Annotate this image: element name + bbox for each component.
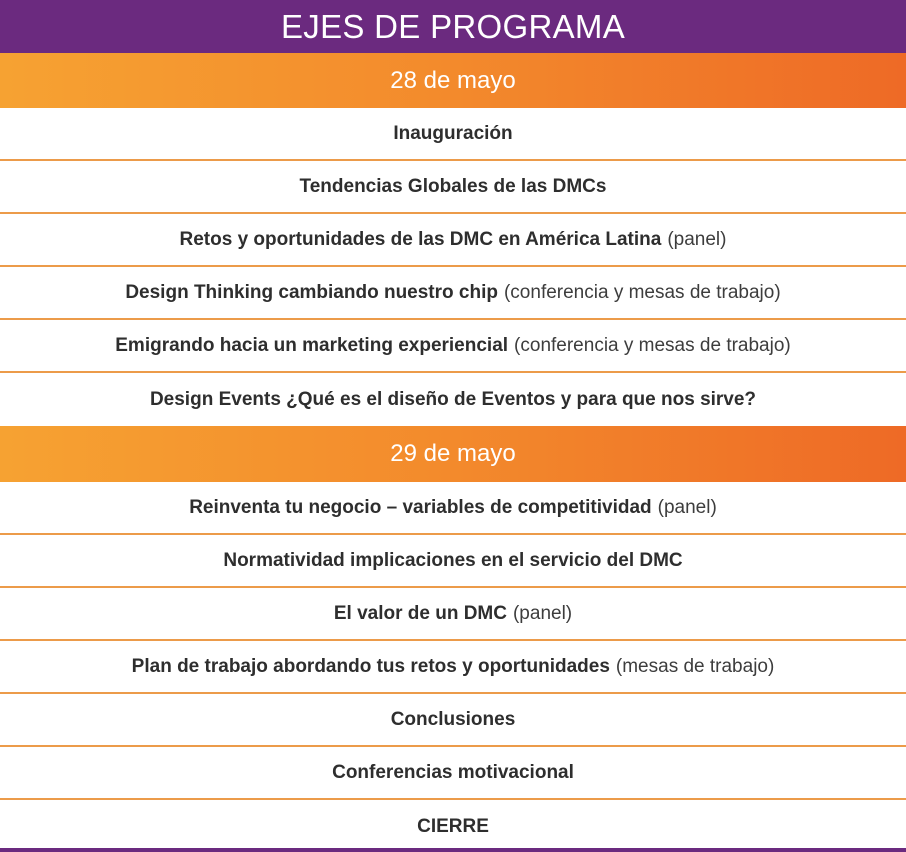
program-item-title: Emigrando hacia un marketing experiencial: [115, 334, 509, 356]
program-item: [0, 641, 906, 694]
program-item-note: (panel): [667, 228, 727, 250]
program-item: [0, 320, 906, 373]
program-item-title: Design Thinking cambiando nuestro chip: [125, 281, 498, 303]
program-item-title: Tendencias Globales de las DMCs: [299, 175, 607, 197]
program-item-title: Inauguración: [393, 122, 513, 144]
program-item: [0, 694, 906, 747]
program-item-note: (conferencia y mesas de trabajo): [514, 334, 791, 356]
program-item: [0, 373, 906, 426]
program-item-title: Plan de trabajo abordando tus retos y oportunidades: [131, 655, 610, 677]
program-item: [0, 800, 906, 852]
day-header-2: 29 de mayo: [0, 426, 906, 482]
program-item-title: Design Events ¿Qué es el diseño de Eventos y para que nos sirve?: [149, 388, 757, 410]
bottom-divider: [0, 848, 906, 852]
program-item: [0, 108, 906, 161]
program-item: [0, 161, 906, 214]
program-item-title: Conferencias motivacional: [332, 761, 574, 783]
program-item: [0, 535, 906, 588]
program-item-title: Normatividad implicaciones en el servicio del DMC: [223, 549, 683, 571]
program-item-title: CIERRE: [417, 815, 489, 837]
program-item: [0, 482, 906, 535]
program-item-note: (panel): [657, 496, 717, 518]
program-item-title: El valor de un DMC: [333, 602, 507, 624]
program-item: [0, 214, 906, 267]
day-header-1: 28 de mayo: [0, 53, 906, 108]
program-item: [0, 747, 906, 800]
program-item-note: (mesas de trabajo): [615, 655, 775, 677]
program-item-title: Reinventa tu negocio – variables de competitividad: [189, 496, 652, 518]
page-title: EJES DE PROGRAMA: [0, 0, 906, 53]
program-item: [0, 588, 906, 641]
program-item-note: (conferencia y mesas de trabajo): [503, 281, 781, 303]
program-item-title: Conclusiones: [390, 708, 516, 730]
program-item: [0, 267, 906, 320]
program-item-title: Retos y oportunidades de las DMC en América Latina: [179, 228, 662, 250]
program-item-note: (panel): [512, 602, 573, 624]
